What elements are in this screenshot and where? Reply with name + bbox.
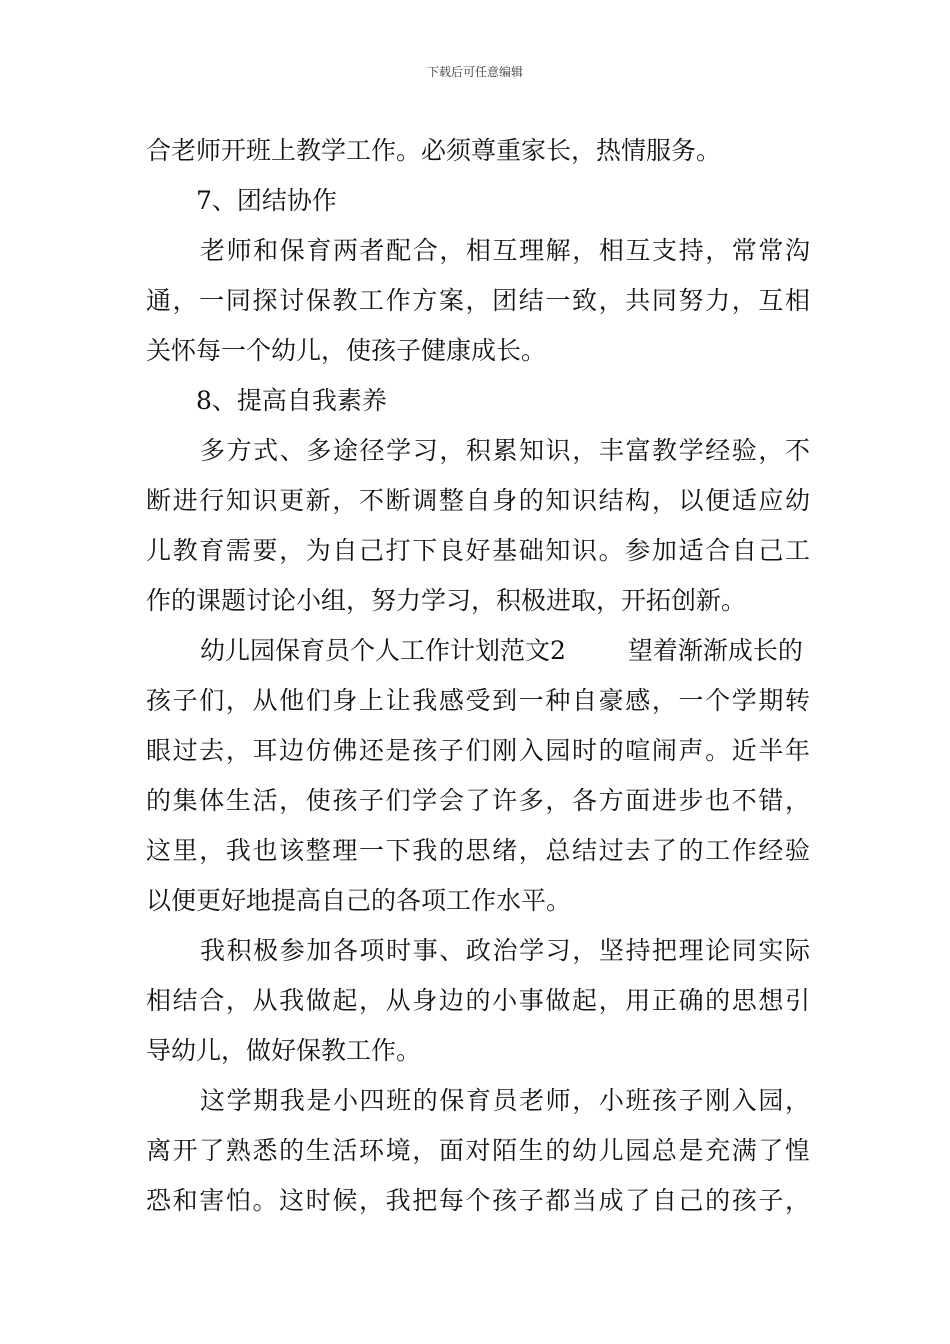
text-line: 关怀每一个幼儿，使孩子健康成长。	[146, 336, 547, 365]
text-line: 以便更好地提高自己的各项工作水平。	[146, 886, 572, 915]
text-line: 通，一同探讨保教工作方案，团结一致，共同努力，互相	[146, 286, 810, 315]
text-line: 的集体生活，使孩子们学会了许多，各方面进步也不错，	[146, 786, 810, 815]
text-fragment: 望着渐渐成长的	[627, 636, 803, 665]
text-line: 眼过去，耳边仿佛还是孩子们刚入园时的喧闹声。近半年	[146, 736, 810, 765]
text-line: 孩子们，从他们身上让我感受到一种自豪感，一个学期转	[146, 686, 810, 715]
text-line: 老师和保育两者配合，相互理解，相互支持，常常沟	[200, 236, 810, 265]
text-line: 导幼儿，做好保教工作。	[146, 1036, 422, 1065]
text-line: 作的课题讨论小组，努力学习，积极进取，开拓创新。	[146, 586, 747, 615]
page-header-note: 下载后可任意编辑	[426, 65, 523, 79]
text-line: 相结合，从我做起，从身边的小事做起，用正确的思想引	[146, 986, 810, 1015]
document-body	[146, 126, 810, 1226]
text-line: 离开了熟悉的生活环境，面对陌生的幼儿园总是充满了惶	[146, 1136, 810, 1165]
text-line: 儿教育需要，为自己打下良好基础知识。参加适合自己工	[146, 536, 810, 565]
article-title: 幼儿园保育员个人工作计划范文2	[200, 636, 566, 665]
text-line: 合老师开班上教学工作。必须尊重家长，热情服务。	[146, 136, 722, 165]
text-line: 恐和害怕。这时候，我把每个孩子都当成了自己的孩子，	[146, 1186, 810, 1215]
text-line: 我积极参加各项时事、政治学习，坚持把理论同实际	[200, 936, 810, 965]
text-line: 这学期我是小四班的保育员老师，小班孩子刚入园，	[200, 1086, 810, 1115]
text-line: 这里，我也该整理一下我的思绪，总结过去了的工作经验	[146, 836, 810, 865]
text-line: 断进行知识更新，不断调整自身的知识结构，以便适应幼	[146, 486, 810, 515]
text-line: 多方式、多途径学习，积累知识，丰富教学经验，不	[200, 436, 810, 465]
section-heading: 8、提高自我素养	[196, 386, 387, 415]
text-line	[146, 626, 810, 676]
section-heading: 7、团结协作	[196, 186, 337, 215]
